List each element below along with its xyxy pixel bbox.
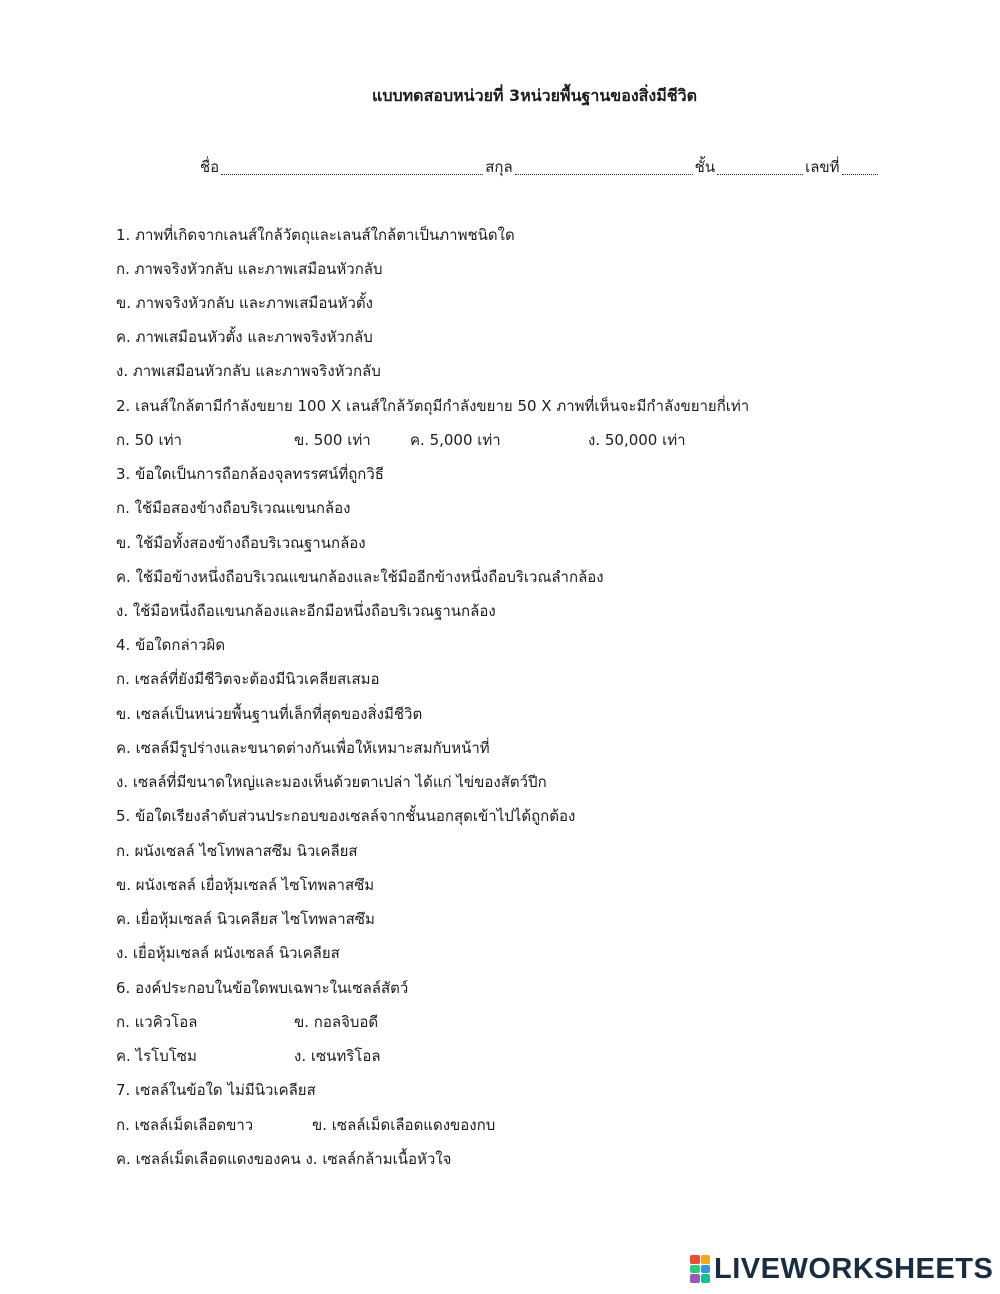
page-title: แบบทดสอบหน่วยที่ 3หน่วยพื้นฐานของสิ่งมีชีวิต [372, 86, 697, 105]
q4-option-a[interactable]: ก. เซลล์ที่ยังมีชีวิตจะต้องมีนิวเคลียสเสมอ [116, 670, 380, 688]
q1-option-c[interactable]: ค. ภาพเสมือนหัวตั้ง และภาพจริงหัวกลับ [116, 328, 373, 346]
question-1: 1. ภาพที่เกิดจากเลนส์ใกล้วัตถุและเลนส์ใกล้ตาเป็นภาพชนิดใด [116, 226, 515, 244]
q2-option-d[interactable]: ง. 50,000 เท่า [588, 431, 686, 449]
q1-option-b[interactable]: ข. ภาพจริงหัวกลับ และภาพเสมือนหัวตั้ง [116, 294, 373, 312]
q3-option-d[interactable]: ง. ใช้มือหนึ่งถือแขนกล้องและอีกมือหนึ่งถือบริเวณฐานกล้อง [116, 602, 496, 620]
q5-option-b[interactable]: ข. ผนังเซลล์ เยื่อหุ้มเซลล์ ไซโทพลาสซึม [116, 876, 375, 894]
class-blank[interactable] [717, 173, 803, 175]
q6-options-row-2 [116, 1044, 416, 1068]
q2-option-b[interactable]: ข. 500 เท่า [294, 431, 371, 449]
q4-option-b[interactable]: ข. เซลล์เป็นหน่วยพื้นฐานที่เล็กที่สุดของสิ่งมีชีวิต [116, 705, 423, 723]
question-5: 5. ข้อใดเรียงลำดับส่วนประกอบของเซลล์จากชั้นนอกสุดเข้าไปได้ถูกต้อง [116, 807, 576, 825]
logo-block [690, 1265, 700, 1274]
logo-block [701, 1265, 711, 1274]
number-label: เลขที่ [805, 158, 840, 176]
surname-blank[interactable] [515, 173, 693, 175]
q7-option-c[interactable]: ค. เซลล์เม็ดเลือดแดงของคน [116, 1150, 306, 1168]
q6-option-a[interactable]: ก. แวคิวโอล [116, 1013, 198, 1031]
logo-text: LIVEWORKSHEETS [714, 1252, 994, 1285]
q1-option-a[interactable]: ก. ภาพจริงหัวกลับ และภาพเสมือนหัวกลับ [116, 260, 383, 278]
surname-label: สกุล [485, 158, 513, 176]
q6-option-d[interactable]: ง. เซนทริโอล [294, 1047, 381, 1065]
q4-option-c[interactable]: ค. เซลล์มีรูปร่างและขนาดต่างกันเพื่อให้เหมาะสมกับหน้าที่ [116, 739, 490, 757]
q3-option-c[interactable]: ค. ใช้มือข้างหนึ่งถือบริเวณแขนกล้องและใช้มืออีกข้างหนึ่งถือบริเวณลำกล้อง [116, 568, 604, 586]
q3-option-b[interactable]: ข. ใช้มือทั้งสองข้างถือบริเวณฐานกล้อง [116, 534, 366, 552]
question-7: 7. เซลล์ในข้อใด ไม่มีนิวเคลียส [116, 1081, 316, 1099]
class-label: ชั้น [694, 158, 716, 176]
logo-block [690, 1274, 700, 1283]
q3-option-a[interactable]: ก. ใช้มือสองข้างถือบริเวณแขนกล้อง [116, 499, 351, 517]
q2-option-a[interactable]: ก. 50 เท่า [116, 431, 182, 449]
q6-option-c[interactable]: ค. ไรโบโซม [116, 1047, 197, 1065]
q7-option-d[interactable]: ง. เซลล์กล้ามเนื้อหัวใจ [305, 1150, 452, 1168]
q7-option-a[interactable]: ก. เซลล์เม็ดเลือดขาว [116, 1116, 254, 1134]
q7-options-row-1 [116, 1113, 536, 1137]
q5-option-a[interactable]: ก. ผนังเซลล์ ไซโทพลาสซึม นิวเคลียส [116, 842, 358, 860]
name-label: ชื่อ [200, 158, 220, 176]
q7-options-row-2 [116, 1147, 451, 1171]
logo-block [701, 1255, 711, 1264]
name-blank[interactable] [221, 173, 483, 175]
number-blank[interactable] [842, 173, 878, 175]
question-3: 3. ข้อใดเป็นการถือกล้องจุลทรรศน์ที่ถูกวิธี [116, 465, 384, 483]
q4-option-d[interactable]: ง. เซลล์ที่มีขนาดใหญ่และมองเห็นด้วยตาเปล่า ได้แก่ ไข่ของสัตว์ปีก [116, 773, 547, 791]
q2-option-c[interactable]: ค. 5,000 เท่า [410, 431, 501, 449]
q1-option-d[interactable]: ง. ภาพเสมือนหัวกลับ และภาพจริงหัวกลับ [116, 362, 381, 380]
q5-option-c[interactable]: ค. เยื่อหุ้มเซลล์ นิวเคลียส ไซโทพลาสซึม [116, 910, 375, 928]
q7-option-b[interactable]: ข. เซลล์เม็ดเลือดแดงของกบ [312, 1116, 496, 1134]
q2-options-row [116, 428, 736, 452]
logo-block [701, 1274, 711, 1283]
student-info-row [200, 155, 890, 179]
question-6: 6. องค์ประกอบในข้อใดพบเฉพาะในเซลล์สัตว์ [116, 979, 409, 997]
q5-option-d[interactable]: ง. เยื่อหุ้มเซลล์ ผนังเซลล์ นิวเคลียส [116, 944, 340, 962]
logo-mark-icon [690, 1255, 710, 1283]
q6-options-row-1 [116, 1010, 416, 1034]
logo-block [690, 1255, 700, 1264]
q6-option-b[interactable]: ข. กอลจิบอดี [294, 1013, 379, 1031]
liveworksheets-logo [690, 1252, 993, 1286]
question-2: 2. เลนส์ใกล้ตามีกำลังขยาย 100 X เลนส์ใกล้วัตถุมีกำลังขยาย 50 X ภาพที่เห็นจะมีกำลังขยายกี่เท่า [116, 397, 750, 415]
question-4: 4. ข้อใดกล่าวผิด [116, 636, 226, 654]
